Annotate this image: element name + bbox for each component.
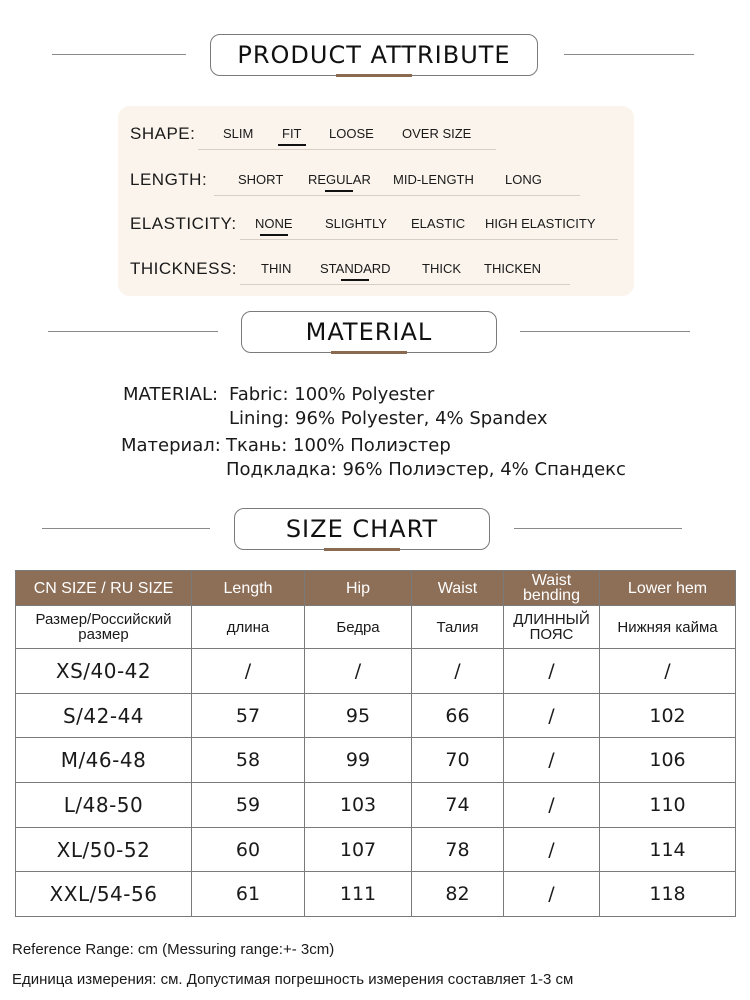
table-cell: 103 bbox=[305, 783, 412, 828]
table-row bbox=[16, 827, 736, 872]
attribute-label: ELASTICITY: bbox=[130, 214, 237, 233]
title-accent-bar bbox=[324, 548, 400, 551]
reference-range-note: Reference Range: cm (Messuring range:+- 3cm) bbox=[12, 941, 335, 958]
header-cell-ru: Нижняя кайма bbox=[600, 606, 736, 649]
table-cell: / bbox=[412, 649, 504, 694]
table-cell: / bbox=[504, 827, 600, 872]
table-cell: / bbox=[504, 872, 600, 917]
attribute-option: HIGH ELASTICITY bbox=[485, 216, 596, 231]
attribute-option: MID-LENGTH bbox=[393, 172, 474, 187]
size-chart-table bbox=[15, 570, 736, 917]
material-title-text: MATERIAL bbox=[305, 318, 433, 346]
header-cell-ru: длина bbox=[192, 606, 305, 649]
table-cell: / bbox=[600, 649, 736, 694]
table-cell: 70 bbox=[412, 738, 504, 783]
table-cell: L/48-50 bbox=[16, 783, 192, 828]
material-fabric-en: Fabric: 100% Polyester bbox=[229, 384, 435, 405]
table-row bbox=[16, 738, 736, 783]
table-cell: / bbox=[504, 783, 600, 828]
attribute-panel bbox=[118, 106, 634, 296]
table-cell: 82 bbox=[412, 872, 504, 917]
title-accent-bar bbox=[331, 351, 407, 354]
table-row bbox=[16, 693, 736, 738]
attribute-row-thickness bbox=[130, 245, 630, 285]
attribute-option: THIN bbox=[261, 261, 292, 276]
attribute-baseline bbox=[240, 239, 618, 240]
table-cell: XS/40-42 bbox=[16, 649, 192, 694]
table-cell: 57 bbox=[192, 693, 305, 738]
divider-right bbox=[564, 54, 694, 55]
material-fabric-ru: Ткань: 100% Полиэстер bbox=[226, 435, 451, 456]
divider-right bbox=[514, 528, 682, 529]
header-cell: Length bbox=[192, 571, 305, 606]
product-attribute-title-text: PRODUCT ATTRIBUTE bbox=[237, 41, 511, 69]
header-cell: Waist bbox=[412, 571, 504, 606]
table-cell: XXL/54-56 bbox=[16, 872, 192, 917]
attribute-option: ELASTIC bbox=[411, 216, 466, 231]
table-cell: 107 bbox=[305, 827, 412, 872]
table-cell: XL/50-52 bbox=[16, 827, 192, 872]
attribute-label: THICKNESS: bbox=[130, 259, 238, 278]
table-cell: 59 bbox=[192, 783, 305, 828]
table-cell: 95 bbox=[305, 693, 412, 738]
attribute-option-selected: STANDARD bbox=[320, 261, 391, 276]
table-row bbox=[16, 649, 736, 694]
table-cell: 111 bbox=[305, 872, 412, 917]
attribute-option-selected: REGULAR bbox=[308, 172, 371, 187]
table-header-row-ru bbox=[16, 606, 736, 649]
measurement-note-ru: Единица измерения: см. Допустимая погрешность измерения составляет 1-3 см bbox=[12, 971, 574, 988]
table-cell: 61 bbox=[192, 872, 305, 917]
attribute-baseline bbox=[240, 284, 570, 285]
divider-left bbox=[48, 331, 218, 332]
header-cell-ru: Размер/Российский размер bbox=[16, 606, 192, 649]
table-cell: 114 bbox=[600, 827, 736, 872]
attribute-row-shape bbox=[130, 110, 630, 150]
attribute-row-elasticity bbox=[130, 200, 630, 240]
table-cell: M/46-48 bbox=[16, 738, 192, 783]
attribute-option: LONG bbox=[505, 172, 542, 187]
divider-left bbox=[42, 528, 210, 529]
material-lining-en: Lining: 96% Polyester, 4% Spandex bbox=[229, 408, 548, 429]
table-cell: 106 bbox=[600, 738, 736, 783]
table-cell: / bbox=[192, 649, 305, 694]
attribute-baseline bbox=[214, 195, 580, 196]
header-cell: CN SIZE / RU SIZE bbox=[16, 571, 192, 606]
material-label-ru: Материал: bbox=[121, 435, 221, 456]
table-cell: 99 bbox=[305, 738, 412, 783]
table-cell: / bbox=[504, 649, 600, 694]
attribute-option: OVER SIZE bbox=[402, 126, 472, 141]
table-cell: 66 bbox=[412, 693, 504, 738]
attribute-option: LOOSE bbox=[329, 126, 374, 141]
attribute-label: LENGTH: bbox=[130, 170, 208, 189]
table-cell: 110 bbox=[600, 783, 736, 828]
table-cell: 102 bbox=[600, 693, 736, 738]
material-lining-ru: Подкладка: 96% Полиэстер, 4% Спандекс bbox=[226, 459, 626, 480]
table-cell: / bbox=[504, 693, 600, 738]
table-cell: / bbox=[305, 649, 412, 694]
attribute-option: SHORT bbox=[238, 172, 284, 187]
header-cell: Hip bbox=[305, 571, 412, 606]
attribute-option: THICK bbox=[422, 261, 461, 276]
table-cell: / bbox=[504, 738, 600, 783]
title-accent-bar bbox=[336, 74, 412, 77]
table-cell: 60 bbox=[192, 827, 305, 872]
size-chart-title-text: SIZE CHART bbox=[285, 515, 439, 543]
table-cell: 118 bbox=[600, 872, 736, 917]
attribute-label: SHAPE: bbox=[130, 124, 196, 143]
attribute-option: THICKEN bbox=[484, 261, 542, 276]
header-cell-ru: Бедра bbox=[305, 606, 412, 649]
header-cell: Waist bending bbox=[504, 571, 600, 606]
table-row bbox=[16, 872, 736, 917]
divider-right bbox=[520, 331, 690, 332]
attribute-option: SLIM bbox=[223, 126, 254, 141]
material-title bbox=[241, 311, 497, 353]
header-cell-ru: ДЛИННЫЙ ПОЯС bbox=[504, 606, 600, 649]
header-cell-ru: Талия bbox=[412, 606, 504, 649]
size-chart-title bbox=[234, 508, 490, 550]
header-cell: Lower hem bbox=[600, 571, 736, 606]
attribute-option-selected: NONE bbox=[255, 216, 293, 231]
table-cell: 78 bbox=[412, 827, 504, 872]
table-row bbox=[16, 783, 736, 828]
table-cell: S/42-44 bbox=[16, 693, 192, 738]
table-header-row bbox=[16, 571, 736, 606]
attribute-baseline bbox=[198, 149, 496, 150]
material-label-en: MATERIAL: bbox=[123, 384, 219, 405]
product-attribute-title bbox=[210, 34, 538, 76]
table-cell: 74 bbox=[412, 783, 504, 828]
attribute-row-length bbox=[130, 156, 630, 196]
table-cell: 58 bbox=[192, 738, 305, 783]
attribute-option: SLIGHTLY bbox=[325, 216, 387, 231]
attribute-option-selected: FIT bbox=[282, 126, 302, 141]
divider-left bbox=[52, 54, 186, 55]
